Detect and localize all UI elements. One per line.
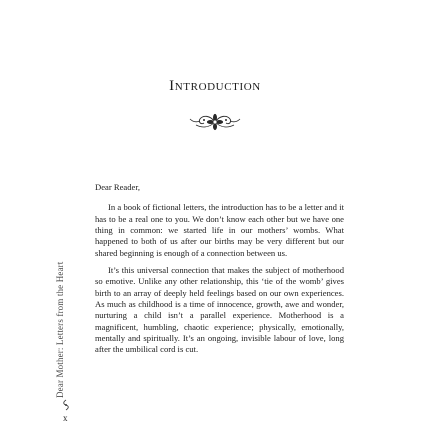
page-number: x	[63, 413, 68, 423]
paragraph: In a book of fictional letters, the introduction has to be a letter and it has to be a real one to you. We don’t know each other but we have one thing in common: we started life in our mothers’ wombs. What happened to both of us after our births may be very different but our shared beginning is enough of a connection between us.	[95, 202, 344, 258]
body-text	[95, 182, 344, 356]
paragraph: It’s this universal connection that makes the subject of motherhood so emotive. Unlike any other relationship, this ‘tie of the womb’ gives birth to an array of deeply held feelings based on our own experiences. As much as childhood is a time of innocence, growth, awe and wonder, nurturing a child isn’t a parallel experience. Motherhood is a magnificent, humbling, chaotic experience; physically, emotionally, mentally and spiritually. It’s an ongoing, invisible labour of love, long after the umbilical cord is cut.	[95, 265, 344, 355]
running-head: Dear Mother: Letters from the Heart	[55, 261, 65, 398]
chapter-title: Introduction	[169, 78, 261, 94]
salutation: Dear Reader,	[95, 182, 140, 192]
floral-flourish-icon	[188, 111, 242, 133]
small-flourish-icon	[61, 399, 71, 411]
